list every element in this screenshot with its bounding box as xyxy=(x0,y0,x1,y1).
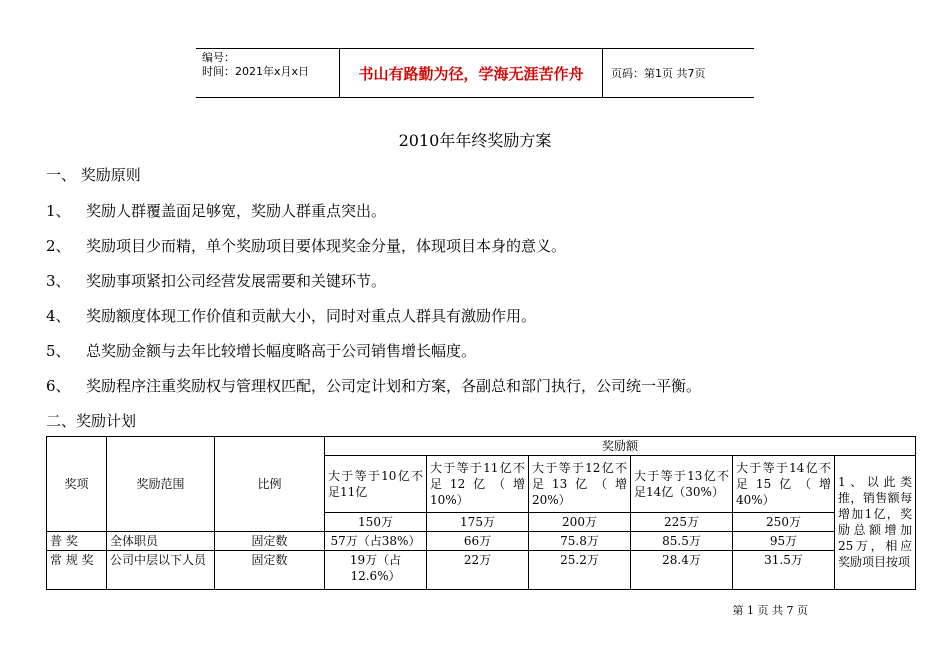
principle-text: 奖励项目少而精，单个奖励项目要体现奖金分量，体现项目本身的意义。 xyxy=(86,237,567,255)
row-value: 22万 xyxy=(427,551,529,590)
row-scope: 全体职员 xyxy=(107,532,215,551)
number-label: 编号： xyxy=(202,51,235,64)
principle-text: 奖励事项紧扣公司经营发展需要和关键环节。 xyxy=(86,272,387,290)
principle-number: 3、 xyxy=(46,272,71,290)
principle-number: 2、 xyxy=(46,237,71,255)
row-value: 19万（占12.6%） xyxy=(325,551,427,590)
principle-number: 6、 xyxy=(46,377,71,395)
row-scope: 公司中层以下人员 xyxy=(107,551,215,590)
header-scope: 奖励范围 xyxy=(107,437,215,532)
header-meta xyxy=(196,49,340,97)
header-page-info: 页码：第1页 共7页 xyxy=(611,67,706,80)
row-ratio: 固定数 xyxy=(215,551,325,590)
principle-item xyxy=(46,270,386,291)
row-value: 75.8万 xyxy=(529,532,631,551)
row-value: 31.5万 xyxy=(733,551,835,590)
principle-number: 1、 xyxy=(46,202,71,220)
row-value: 66万 xyxy=(427,532,529,551)
tier-cell: 大于等于14亿不足15亿（增40%） xyxy=(733,456,835,513)
principle-item xyxy=(46,200,386,221)
document-title: 2010年年终奖励方案 xyxy=(398,131,552,150)
row-value: 95万 xyxy=(733,532,835,551)
row-value: 25.2万 xyxy=(529,551,631,590)
row-value: 28.4万 xyxy=(631,551,733,590)
table-header-row xyxy=(47,437,916,456)
table-note: 1、以此类推，销售额每增加1亿，奖励总额增加25万，相应奖励项目按项 xyxy=(835,456,916,590)
total-cell: 200万 xyxy=(529,513,631,532)
tier-cell: 大于等于12亿不足13亿（增20%） xyxy=(529,456,631,513)
principle-text: 总奖励金额与去年比较增长幅度略高于公司销售增长幅度。 xyxy=(86,342,477,360)
principle-item xyxy=(46,235,566,256)
row-item: 普 奖 xyxy=(47,532,107,551)
tier-cell: 大于等于13亿不足14亿（30%） xyxy=(631,456,733,513)
total-cell: 225万 xyxy=(631,513,733,532)
section-heading-plan: 二、奖励计划 xyxy=(46,412,137,430)
principle-text: 奖励人群覆盖面足够宽，奖励人群重点突出。 xyxy=(86,202,387,220)
principle-number: 5、 xyxy=(46,342,71,360)
reward-plan-table xyxy=(46,436,916,590)
page-footer: 第 1 页 共 7 页 xyxy=(732,604,808,617)
principle-text: 奖励程序注重奖励权与管理权匹配，公司定计划和方案，各副总和部门执行，公司统一平衡。 xyxy=(86,377,702,395)
row-ratio: 固定数 xyxy=(215,532,325,551)
section-heading-principles: 一、 奖励原则 xyxy=(46,166,141,184)
row-value: 57万（占38%） xyxy=(325,532,427,551)
time-label: 时间：2021年x月x日 xyxy=(202,65,310,78)
principle-item xyxy=(46,340,476,361)
principle-item xyxy=(46,375,701,396)
table-row xyxy=(47,532,916,551)
principle-text: 奖励额度体现工作价值和贡献大小，同时对重点人群具有激励作用。 xyxy=(86,307,537,325)
total-cell: 175万 xyxy=(427,513,529,532)
page-header xyxy=(196,48,754,98)
tier-cell: 大于等于10亿不足11亿 xyxy=(325,456,427,513)
row-item: 常 规 奖 xyxy=(47,551,107,590)
header-motto: 书山有路勤为径，学海无涯苦作舟 xyxy=(340,49,603,97)
total-cell: 150万 xyxy=(325,513,427,532)
table-row xyxy=(47,551,916,590)
header-item: 奖项 xyxy=(47,437,107,532)
header-amount: 奖励额 xyxy=(325,437,916,456)
header-ratio: 比例 xyxy=(215,437,325,532)
row-value: 85.5万 xyxy=(631,532,733,551)
total-cell: 250万 xyxy=(733,513,835,532)
principle-item xyxy=(46,305,536,326)
tier-cell: 大于等于11亿不足12亿（增10%） xyxy=(427,456,529,513)
principle-number: 4、 xyxy=(46,307,71,325)
